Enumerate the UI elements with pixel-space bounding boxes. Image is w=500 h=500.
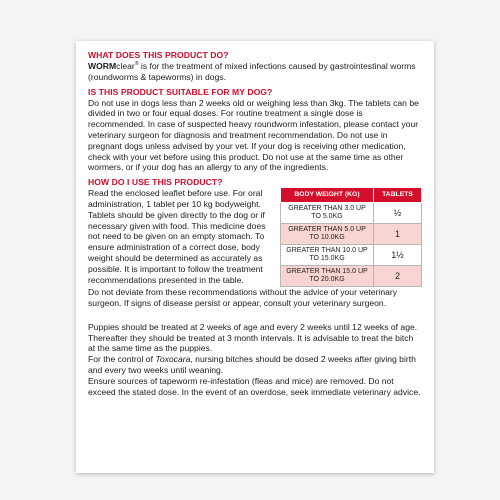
toxocara-before: For the control of: [88, 354, 156, 365]
table-row: [281, 266, 422, 287]
toxocara-italic: Toxocara: [155, 354, 191, 365]
toxocara-after: , nursing bitches should be dosed 2 weeks after giving birth and every two weeks until weaning.: [88, 354, 416, 375]
dosage-table-header: [281, 188, 422, 203]
brand-bold: WORM: [88, 61, 117, 71]
tablets-cell: 1: [374, 224, 422, 245]
product-purpose: is for the treatment of mixed infections caused by gastrointestinal worms (roundworms & tapeworms) in dogs.: [88, 61, 416, 82]
instructions-card: [76, 41, 434, 473]
heading-what-does-it-do: WHAT DOES THIS PRODUCT DO?: [88, 50, 229, 60]
brand-rest: clear: [116, 61, 135, 71]
toxocara-text: [88, 354, 422, 376]
tablets-cell: ½: [374, 203, 422, 224]
weight-cell: GREATER THAN 5.0 UP TO 10.0KG: [281, 224, 374, 245]
table-row: [281, 203, 422, 224]
heading-how-to-use: HOW DO I USE THIS PRODUCT?: [88, 177, 223, 188]
heading-suitability: IS THIS PRODUCT SUITABLE FOR MY DOG?: [88, 86, 273, 97]
tablets-cell: 1½: [374, 245, 422, 266]
section-what-does-it-do: [88, 50, 422, 83]
dosage-table: [280, 187, 422, 287]
spacer: [88, 313, 422, 322]
table-row: [281, 245, 422, 266]
usage-text: Read the enclosed leaflet before use. For oral administration, 1 tablet per 10 kg bodyweight. Tablets should be given directly to the dog or if necessary given with food. This medicine does not need to be given on an empty stomach. To ensure administration of a correct dose, body weight should be determined as accurately as possible. It is important to follow the treatment recommendations presented in the table.: [88, 188, 266, 285]
weight-cell: GREATER THAN 10.0 UP TO 15.0KG: [281, 245, 374, 266]
usage-split: [88, 188, 422, 287]
usage-warning-text: Do not deviate from these recommendations without the advice of your veterinary surgeon. If signs of disease persist or appear, consult your veterinary surgeon.: [88, 287, 398, 308]
header-body-weight: BODY WEIGHT (KG): [281, 188, 374, 203]
tablets-cell: 2: [374, 266, 422, 287]
section-suitability: [88, 87, 422, 174]
tapeworm-text: Ensure sources of tapeworm re-infestation (fleas and mice) are removed. Do not exceed the stated dose. In the event of an overdose, seek immediate veterinary advice.: [88, 375, 421, 397]
what-does-it-do-text: [88, 61, 422, 83]
weight-cell: GREATER THAN 15.0 UP TO 20.0KG: [281, 266, 374, 287]
usage-left-column: [88, 188, 273, 285]
suitability-text: Do not use in dogs less than 2 weeks old or weighing less than 3kg. The tablets can be divided in two or four equal doses. For routine treatment a single dose is recommended. In case of suspected heavy roundworm infestation, please contact your veterinary surgeon for diagnosis and treatment recommendation. Do not use in pregnant dogs unless advised by your vet. If your dog is receiving other medication, check with your vet before using this product. Do not use at the same time as other wormers, or if your dog has an allergy to any of the ingredients.: [88, 97, 419, 173]
weight-cell: GREATER THAN 3.0 UP TO 5.0KG: [281, 203, 374, 224]
registered-mark: ®: [134, 61, 139, 68]
table-row: [281, 224, 422, 245]
puppies-schedule-text: Puppies should be treated at 2 weeks of age and every 2 weeks until 12 weeks of age. Thereafter they should be treated at 3 month intervals. It is advisable to treat the bitch at the same time as the puppies.: [88, 321, 418, 354]
section-puppies: [88, 322, 422, 398]
header-tablets: TABLETS: [374, 188, 422, 203]
section-how-to-use: [88, 177, 422, 309]
